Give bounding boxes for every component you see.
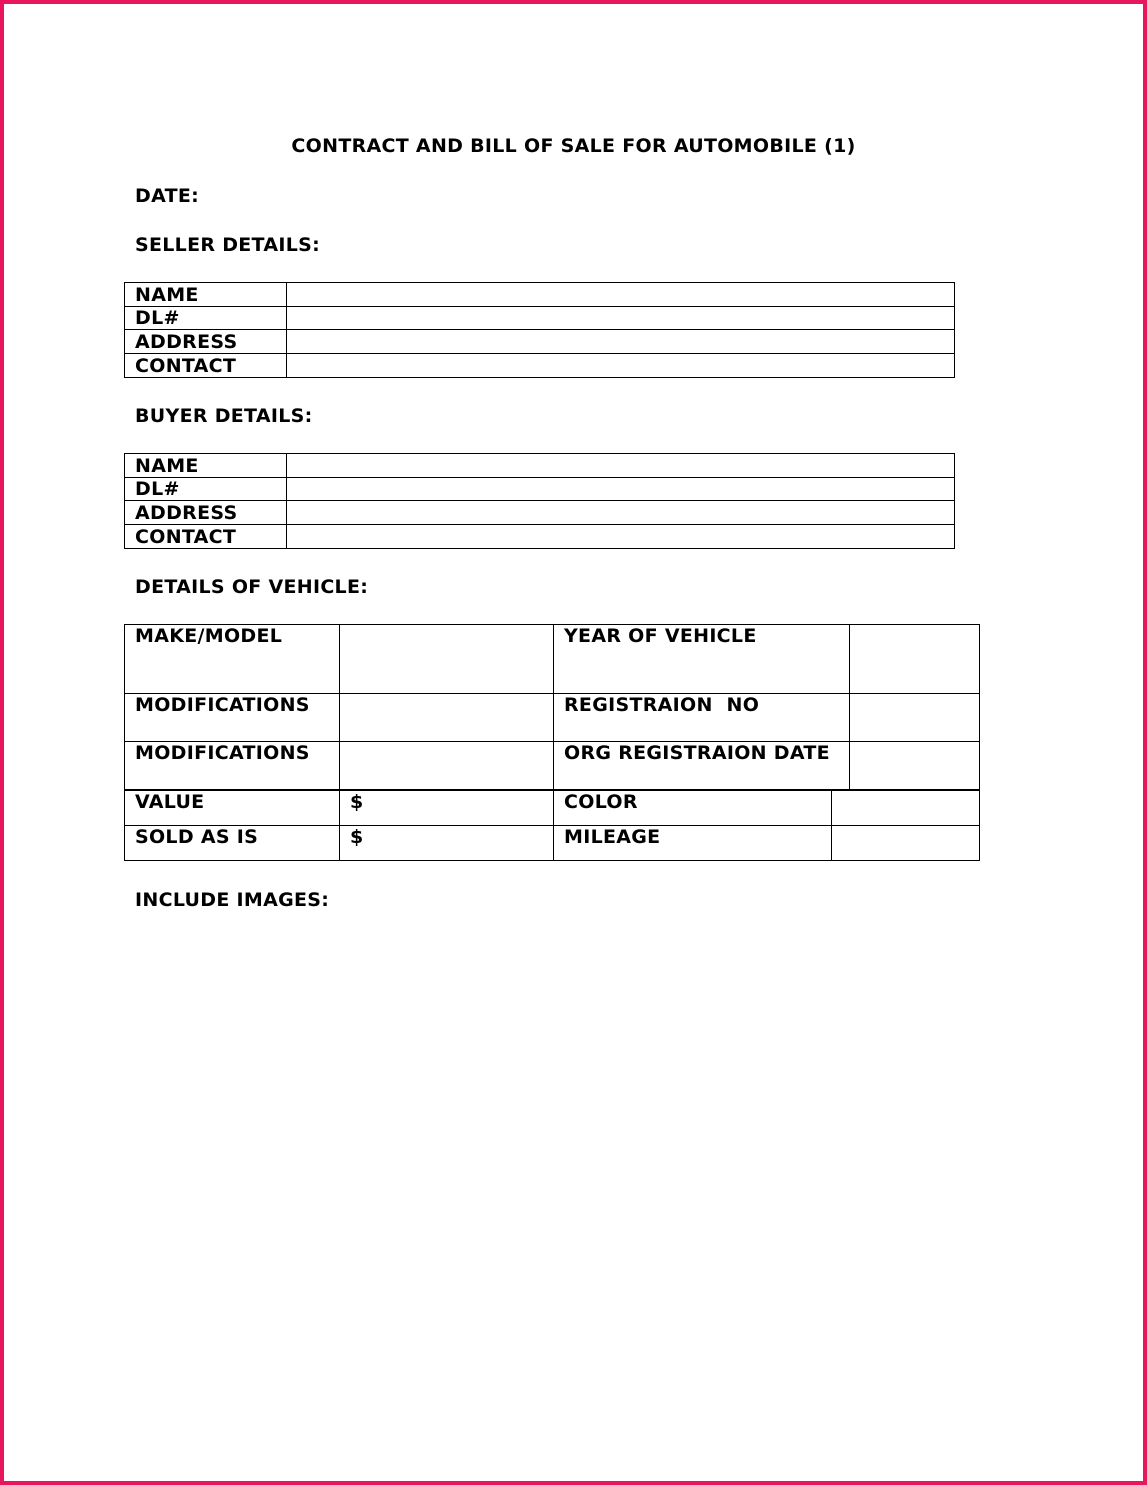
color-label: COLOR — [554, 791, 832, 826]
modifications-label: MODIFICATIONS — [125, 742, 340, 790]
registration-no-label: REGISTRAION NO — [554, 694, 850, 742]
vehicle-details-table-top — [124, 624, 980, 790]
seller-dl-label: DL# — [125, 306, 287, 330]
seller-address-label: ADDRESS — [125, 330, 287, 354]
table-row — [125, 525, 955, 549]
year-of-vehicle-label: YEAR OF VEHICLE — [554, 625, 850, 694]
table-row — [125, 330, 955, 354]
table-row — [125, 501, 955, 525]
modifications-field[interactable] — [340, 742, 554, 790]
table-row — [125, 625, 980, 694]
seller-address-field[interactable] — [287, 330, 955, 354]
buyer-dl-label: DL# — [125, 477, 287, 501]
buyer-contact-label: CONTACT — [125, 525, 287, 549]
buyer-details-table — [124, 453, 955, 549]
buyer-address-label: ADDRESS — [125, 501, 287, 525]
org-registration-date-label: ORG REGISTRAION DATE — [554, 742, 850, 790]
buyer-name-field[interactable] — [287, 454, 955, 478]
table-row — [125, 454, 955, 478]
seller-dl-field[interactable] — [287, 306, 955, 330]
include-images-heading: INCLUDE IMAGES: — [135, 889, 330, 911]
org-registration-date-field[interactable] — [850, 742, 980, 790]
sold-as-is-label: SOLD AS IS — [125, 826, 340, 861]
table-row — [125, 826, 980, 861]
table-row — [125, 306, 955, 330]
buyer-details-heading: BUYER DETAILS: — [135, 405, 313, 427]
buyer-contact-field[interactable] — [287, 525, 955, 549]
sold-as-is-field[interactable]: $ — [340, 826, 554, 861]
make-model-label: MAKE/MODEL — [125, 625, 340, 694]
color-field[interactable] — [832, 791, 980, 826]
date-label: DATE: — [135, 185, 200, 207]
seller-details-table — [124, 282, 955, 378]
table-row — [125, 791, 980, 826]
document-title: CONTRACT AND BILL OF SALE FOR AUTOMOBILE (1) — [291, 135, 856, 157]
vehicle-details-heading: DETAILS OF VEHICLE: — [135, 576, 369, 598]
seller-contact-label: CONTACT — [125, 354, 287, 378]
registration-no-field[interactable] — [850, 694, 980, 742]
value-label: VALUE — [125, 791, 340, 826]
buyer-dl-field[interactable] — [287, 477, 955, 501]
table-row — [125, 283, 955, 307]
modifications-field[interactable] — [340, 694, 554, 742]
mileage-label: MILEAGE — [554, 826, 832, 861]
buyer-name-label: NAME — [125, 454, 287, 478]
value-field[interactable]: $ — [340, 791, 554, 826]
seller-contact-field[interactable] — [287, 354, 955, 378]
table-row — [125, 354, 955, 378]
year-of-vehicle-field[interactable] — [850, 625, 980, 694]
seller-details-heading: SELLER DETAILS: — [135, 234, 320, 256]
mileage-field[interactable] — [832, 826, 980, 861]
table-row — [125, 694, 980, 742]
seller-name-label: NAME — [125, 283, 287, 307]
modifications-label: MODIFICATIONS — [125, 694, 340, 742]
table-row — [125, 477, 955, 501]
seller-name-field[interactable] — [287, 283, 955, 307]
vehicle-details-table-bottom — [124, 790, 980, 861]
buyer-address-field[interactable] — [287, 501, 955, 525]
make-model-field[interactable] — [340, 625, 554, 694]
table-row — [125, 742, 980, 790]
